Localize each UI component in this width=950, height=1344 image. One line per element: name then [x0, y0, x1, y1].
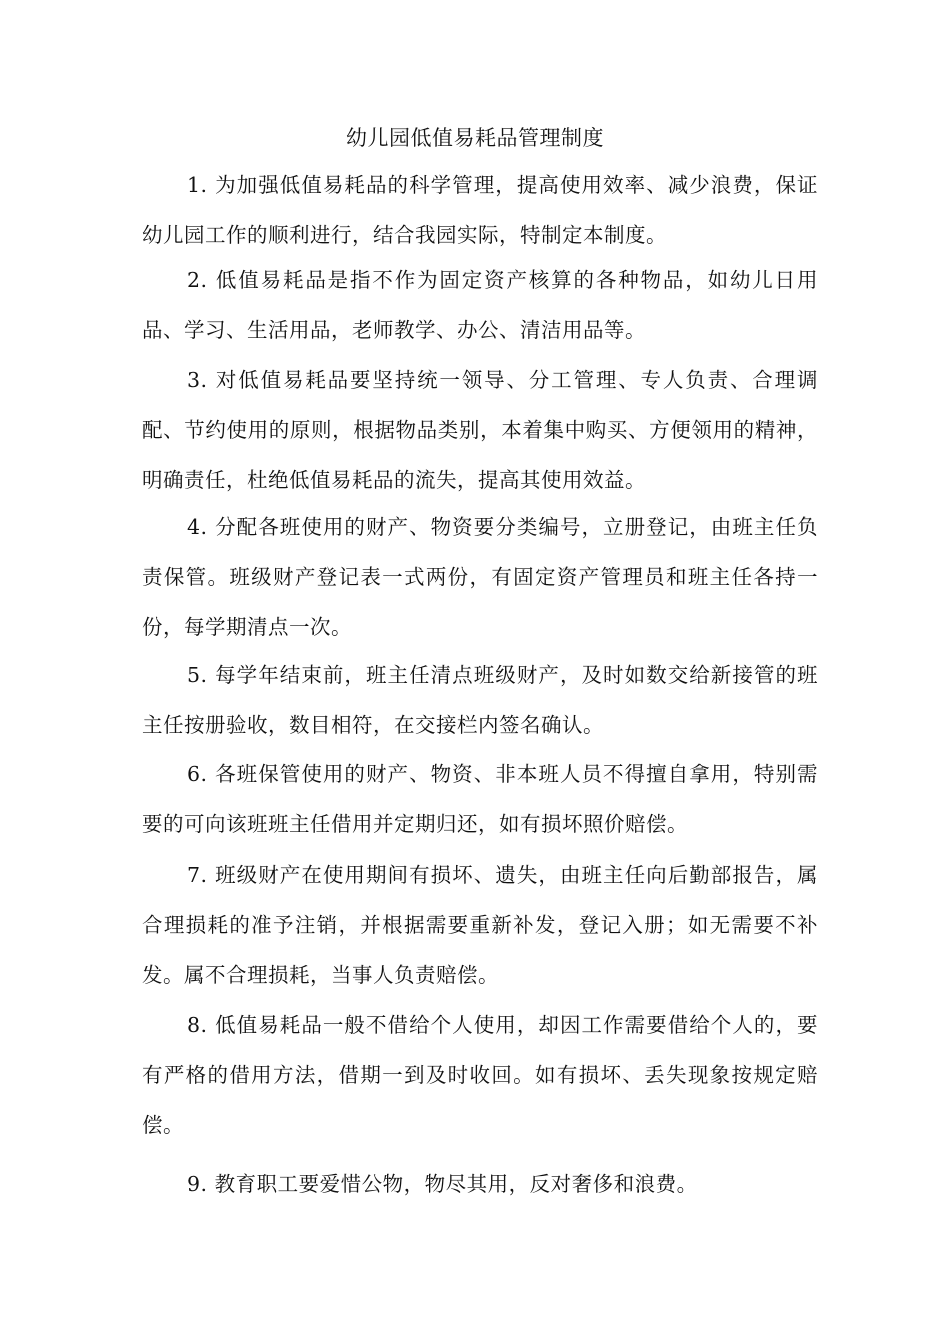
document-title: 幼儿园低值易耗品管理制度 [346, 126, 604, 150]
rule-paragraph-4: 4. 分配各班使用的财产、物资要分类编号，立册登记，由班主任负责保管。班级财产登记表一式两份，有固定资产管理员和班主任各持一份，每学期清点一次。 [142, 515, 818, 639]
rule-paragraph-8: 8. 低值易耗品一般不借给个人使用，却因工作需要借给个人的，要有严格的借用方法，借期一到及时收回。如有损坏、丢失现象按规定赔偿。 [142, 1013, 818, 1137]
rule-paragraph-5: 5. 每学年结束前，班主任清点班级财产，及时如数交给新接管的班主任按册验收，数目相符，在交接栏内签名确认。 [142, 663, 818, 737]
rule-paragraph-6: 6. 各班保管使用的财产、物资、非本班人员不得擅自拿用，特别需要的可向该班班主任借用并定期归还，如有损坏照价赔偿。 [142, 762, 818, 836]
rule-paragraph-9: 9. 教育职工要爱惜公物，物尽其用，反对奢侈和浪费。 [187, 1172, 698, 1196]
rule-paragraph-7: 7. 班级财产在使用期间有损坏、遗失，由班主任向后勤部报告，属合理损耗的准予注销，并根据需要重新补发，登记入册；如无需要不补发。属不合理损耗，当事人负责赔偿。 [142, 863, 818, 987]
rule-paragraph-3: 3. 对低值易耗品要坚持统一领导、分工管理、专人负责、合理调配、节约使用的原则，根据物品类别，本着集中购买、方便领用的精神，明确责任，杜绝低值易耗品的流失，提高其使用效益。 [142, 368, 818, 492]
rule-paragraph-1: 1. 为加强低值易耗品的科学管理，提高使用效率、减少浪费，保证幼儿园工作的顺利进行，结合我园实际，特制定本制度。 [142, 173, 818, 247]
rule-paragraph-2: 2. 低值易耗品是指不作为固定资产核算的各种物品，如幼儿日用品、学习、生活用品，老师教学、办公、清洁用品等。 [142, 268, 818, 342]
